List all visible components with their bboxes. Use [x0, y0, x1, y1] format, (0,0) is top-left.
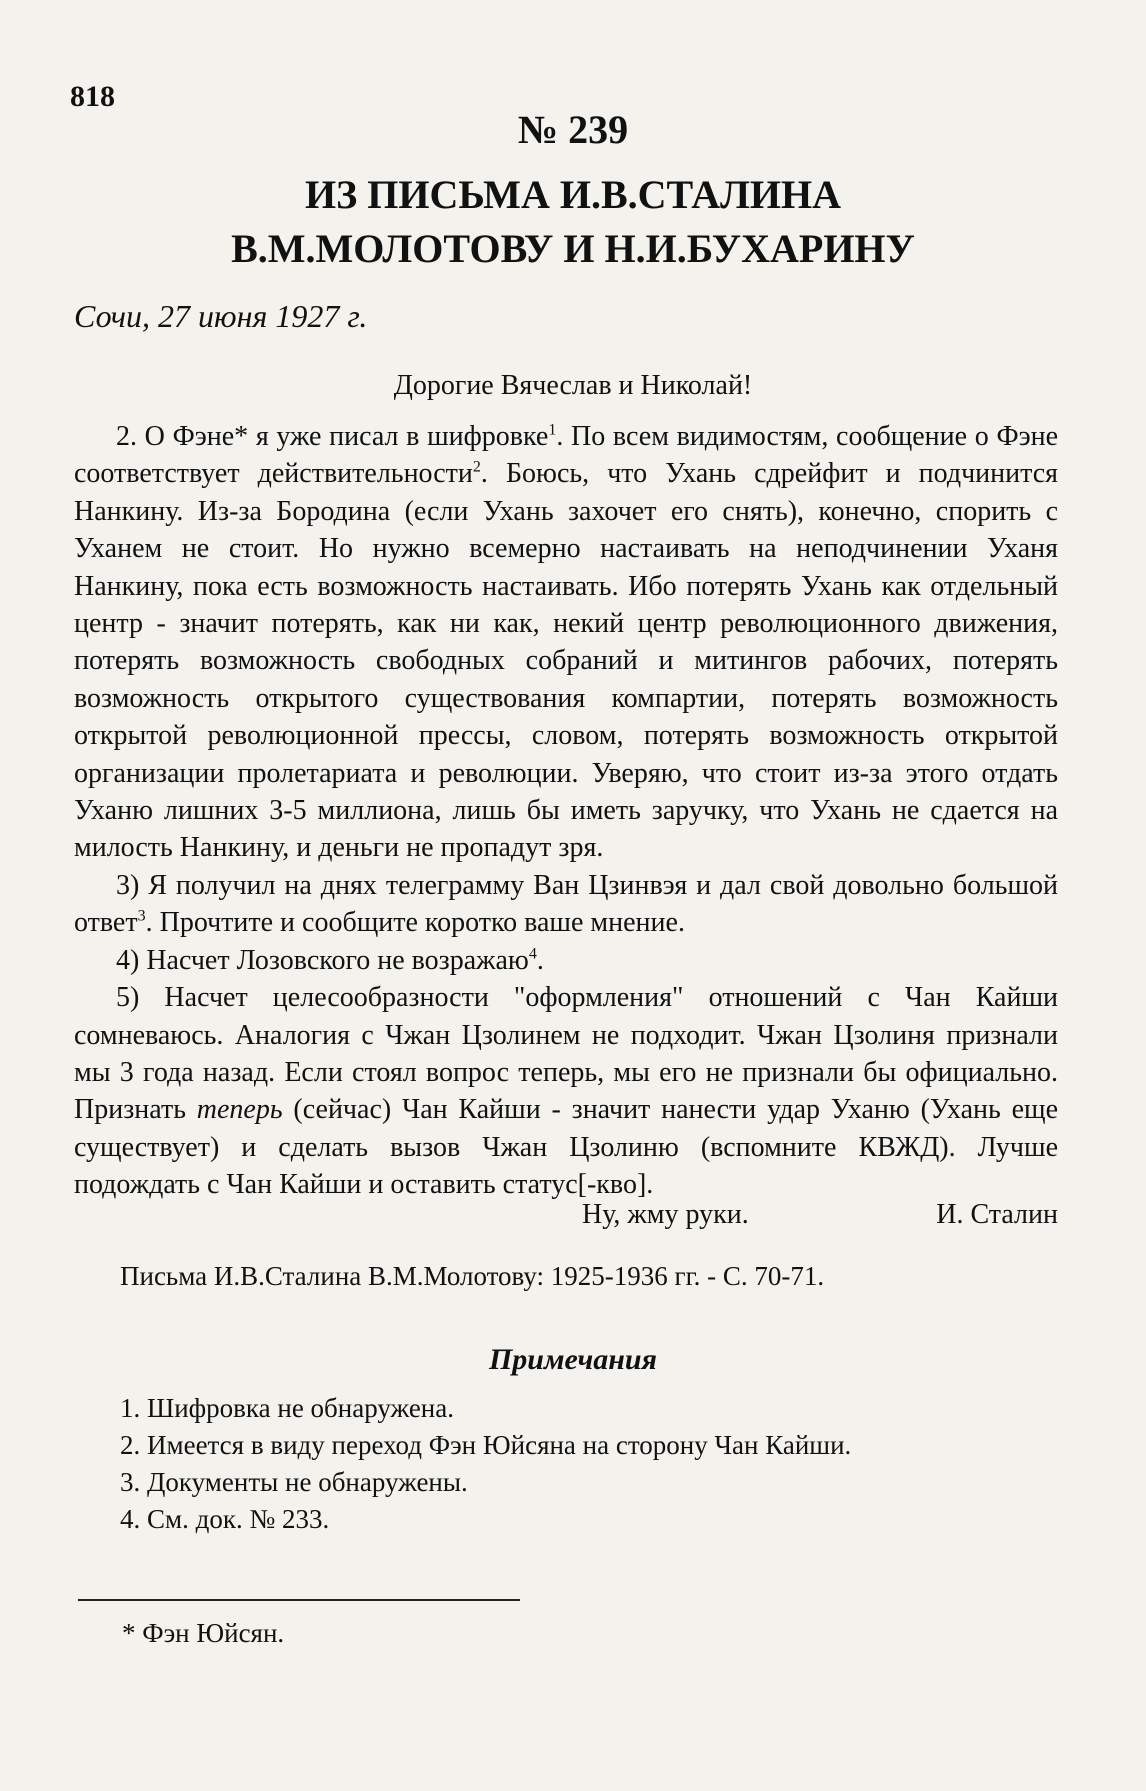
paragraph-1-text-a: 2. О Фэне* я уже писал в шифровке: [116, 421, 549, 452]
footnote-ref-1: 1: [548, 421, 557, 439]
note-item: 1. Шифровка не обнаружена.: [120, 1393, 454, 1423]
source-citation: Письма И.В.Сталина В.М.Молотову: 1925-1936 гг. - С. 70-71.: [120, 1261, 825, 1291]
note-item: 2. Имеется в виду переход Фэн Юйсяна на сторону Чан Кайши.: [120, 1430, 852, 1460]
paragraph-4-text-a: 5) Насчет целесообразности "оформления" отношений с Чан Кайши сомневаюсь. Аналогия с Чжан Цзолинем не подходит. Чжан Цзолиня признали мы 3 года назад. Если стоял вопрос теперь, мы его не признали бы официально. Признать: [74, 982, 1058, 1126]
paragraph-1-text-b: . По всем видимостям, сообщение о Фэне соответствует действительности: [74, 421, 1059, 490]
paragraph-2-text-a: 3) Я получил на днях телеграмму Ван Цзинвэя и дал свой довольно большой ответ: [74, 869, 1058, 939]
signature: И. Сталин: [936, 1199, 1058, 1230]
title-line-2: В.М.МОЛОТОВУ И Н.И.БУХАРИНУ: [231, 226, 915, 271]
note-item: 4. См. док. № 233.: [120, 1504, 330, 1534]
notes-heading: Примечания: [488, 1343, 658, 1376]
footnote: * Фэн Юйсян.: [122, 1618, 285, 1648]
document-title: [0, 168, 1146, 276]
paragraph-3-text-b: .: [536, 944, 544, 976]
footnote-ref-2: 2: [472, 459, 481, 477]
footnote-ref-4: 4: [528, 945, 537, 963]
paragraph-4: [74, 979, 1058, 1203]
notes-list: [120, 1390, 851, 1538]
note-item: 3. Документы не обнаружены.: [120, 1467, 468, 1497]
salutation: Дорогие Вячеслав и Николай!: [393, 370, 753, 401]
title-line-1: ИЗ ПИСЬМА И.В.СТАЛИНА: [305, 172, 841, 217]
paragraph-2-text-b: . Прочтите и сообщите коротко ваше мнение.: [145, 907, 685, 939]
paragraph-3-text-a: 4) Насчет Лозовского не возражаю: [116, 944, 529, 976]
document-number: № 239: [517, 107, 629, 152]
paragraph-1-text-c: . Боюсь, что Ухань сдрейфит и подчинится Нанкину. Из-за Бородина (если Ухань захочет его снять), конечно, спорить с Уханем не стоит. Но нужно всемерно настаивать на неподчинении Уханя Нанкину, пока есть возможность настаивать. Ибо потерять Ухань как отдельный центр - значит потерять, как ни как, некий центр революционного движения, потерять возможность свободных собраний и митингов рабочих, потерять возможность открытого существования компартии, потерять возможность открытой революционной прессы, словом, потерять возможность открытой организации пролетариата и революции. Уверяю, что стоит из-за этого отдать Уханю лишних 3-5 миллиона, лишь бы иметь заручку, что Ухань не сдается на милость Нанкину, и деньги не пропадут зря.: [74, 458, 1058, 864]
paragraph-3: [74, 942, 1058, 979]
dateline: Сочи, 27 июня 1927 г.: [74, 298, 368, 334]
page-number: 818: [70, 80, 115, 113]
paragraph-1: [74, 418, 1058, 867]
letter-body: [74, 418, 1058, 1204]
footnote-divider: [78, 1599, 520, 1601]
footnote-ref-3: 3: [137, 907, 146, 925]
paragraph-2: [74, 867, 1058, 942]
paragraph-4-text-b: (сейчас) Чан Кайши - значит нанести удар Уханю (Ухань еще существует) и сделать вызов Чжан Цзолиню (вспомните КВЖД). Лучше подождать с Чан Кайши и оставить статус[-кво].: [74, 1094, 1058, 1201]
closing-line: Ну, жму руки.: [582, 1199, 749, 1230]
emphasis-now: теперь: [196, 1094, 283, 1126]
